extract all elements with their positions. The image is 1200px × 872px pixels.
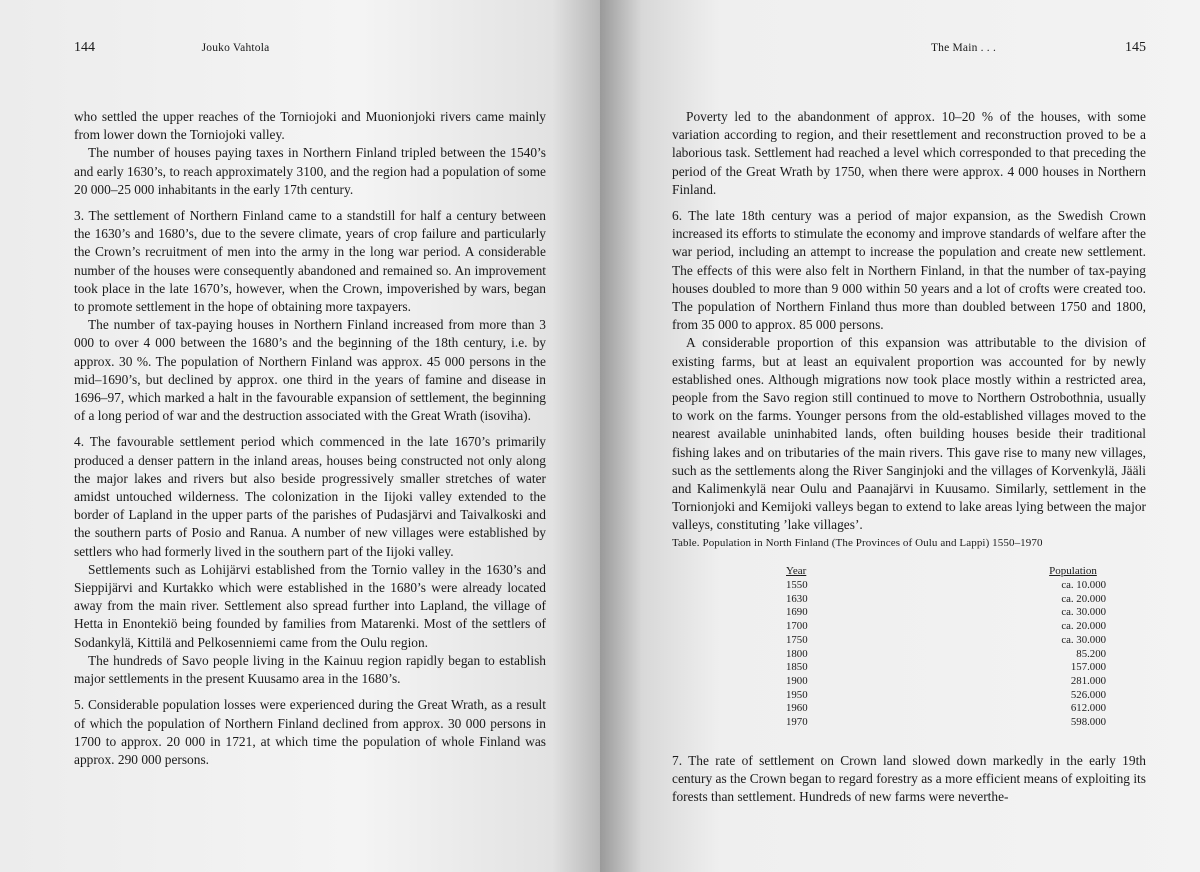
table-cell-year: 1750: [786, 633, 808, 646]
table-cell-population: ca. 30.000: [1061, 606, 1106, 619]
table-cell-population: 612.000: [1070, 702, 1106, 715]
table-cell-year: 1700: [786, 620, 808, 633]
table-cell-population: ca. 20.000: [1061, 620, 1106, 633]
left-paragraph: who settled the upper reaches of the Torniojoki and Muonionjoki rivers came mainly from lower down the Torniojoki valley.: [74, 109, 546, 143]
right-running-title: The Main . . .: [930, 42, 997, 54]
table-cell-year: 1800: [786, 647, 808, 660]
year-column: [786, 565, 846, 730]
table-cell-population: 281.000: [1070, 674, 1106, 687]
table-cell-year: 1550: [786, 579, 808, 592]
right-page-number: 145: [1125, 40, 1146, 55]
table-cell-year: 1900: [786, 674, 808, 687]
left-paragraph: The number of tax-paying houses in Northern Finland increased from more than 3 000 to over 4 000 between the 1680’s and the beginning of the 18th century, i.e. by approx. 30 %. The population of Northern Finland was approx. 45 000 persons in the mid–1690’s, but declined by approx. one third in the years of famine and disease in 1696–97, which marked a halt in the favourable expansion of settlement, the beginning of a long period of war and the destruction associated with the Great Wrath (isoviha).: [74, 317, 546, 424]
left-paragraph: 5. Considerable population losses were experienced during the Great Wrath, as a result of which the population of Northern Finland declined from approx. 30 000 persons in 1700 to approx. 20 000 in 1721, at which time the population of whole Finland was approx. 290 000 persons.: [74, 697, 546, 767]
table-cell-year: 1970: [786, 715, 808, 728]
table-cell-population: 598.000: [1070, 715, 1106, 728]
left-paragraph: 4. The favourable settlement period which commenced in the late 1670’s primarily produced a denser pattern in the inland areas, houses being constructed not only along the major lakes and rivers but also beside progressively smaller stretches of water amidst untouched wilderness. The colonization in the Iijoki valley extended to the border of Lapland in the upper parts of the parishes of Pudasjärvi and Taivalkoski and the southern parts of Posio and Ranua. A number of new villages were established by settlers who had formerly lived in the southern part of the Iijoki valley.: [74, 434, 546, 559]
table-cell-population: ca. 20.000: [1061, 592, 1106, 605]
right-paragraph: 6. The late 18th century was a period of major expansion, as the Swedish Crown increased its efforts to stimulate the economy and improve standards of welfare after the war period, including an attempt to increase the population and create new settlement. The effects of this were also felt in Northern Finland, in that the number of tax-paying houses doubled to more than 9 000 within 50 years and a lot of crofts were created too. The population of Northern Finland thus more than doubled between 1750 and 1800, from 35 000 to approx. 85 000 persons.: [672, 208, 1146, 333]
right-paragraph: Poverty led to the abandonment of approx. 10–20 % of the houses, with some variation according to region, and their resettlement and reconstruction proved to be a laborious task. Settlement had reached a level which corresponded to that preceding the period of the Great Wrath by 1750, when there were approx. 4 000 houses in Northern Finland.: [672, 109, 1146, 197]
right-page: [600, 0, 1200, 872]
left-paragraph: The number of houses paying taxes in Northern Finland tripled between the 1540’s and early 1630’s, to reach approximately 3100, and the region had a population of some 20 000–25 000 inhabitants in the early 17th century.: [74, 145, 546, 197]
right-paragraph: A considerable proportion of this expansion was attributable to the division of existing farms, but at least an equivalent proportion was accounted for by newly established ones. Although migrations now took place mostly within a restricted area, people from the Savo region still continued to move to Northern Ostrobothnia, usually to work on the farms. Younger persons from the old-established villages moved to the nearest available uninhabited lands, often building houses beside their traditional fishing lakes and on tributaries of the main rivers. This gave rise to many new villages, such as the settlements along the River Sanginjoki and the villages of Korvenkylä, Jääli and Kalimenkylä near Oulu and Paanajärvi in Kuusamo. Similarly, settlement in the Tornionjoki and Kemijoki valleys began to extend to lake areas lying between the major valleys, constituting ’lake villages’.: [672, 335, 1146, 533]
table-cell-year: 1850: [786, 661, 808, 674]
left-running-head: [74, 40, 546, 62]
right-paragraph-closing: 7. The rate of settlement on Crown land slowed down markedly in the early 19th century as the Crown began to regard forestry as a more efficient means of exploiting its forests than settlement. Hundreds of new farms were neverthe-: [672, 752, 1146, 805]
population-table: [672, 565, 1146, 730]
right-running-head: [672, 40, 1146, 62]
left-running-title: Jouko Vahtola: [201, 42, 270, 54]
table-cell-year: 1690: [786, 606, 808, 619]
year-column-header: Year: [786, 564, 807, 577]
table-cell-year: 1960: [786, 702, 808, 715]
population-column: [1046, 565, 1106, 730]
left-paragraph: The hundreds of Savo people living in the Kainuu region rapidly began to establish major settlements in the present Kuusamo area in the 1680’s.: [74, 652, 546, 687]
left-page-number: 144: [74, 40, 95, 55]
table-cell-population: 85.200: [1076, 647, 1106, 660]
population-column-header: Population: [1049, 564, 1097, 577]
table-cell-population: 526.000: [1070, 688, 1106, 701]
table-cell-population: 157.000: [1070, 661, 1106, 674]
table-cell-population: ca. 10.000: [1061, 579, 1106, 592]
left-paragraph: 3. The settlement of Northern Finland came to a standstill for half a century between the 1630’s and 1680’s, due to the severe climate, years of crop failure and particularly the Crown’s recruitment of men into the army in the long war period. A considerable number of the houses were consequently abandoned and remained so. An improvement took place in the late 1670’s, however, when the Crown, impoverished by wars, began to promote settlement in the hope of obtaining more taxpayers.: [74, 208, 546, 315]
left-paragraph: Settlements such as Lohijärvi established from the Tornio valley in the 1630’s and Sieppijärvi and Kurtakko which were established in the 1680’s were already located away from the main river. Settlement also spread further into Lapland, the village of Hetta in Enontekiö being founded by families from Matarenki. Most of the settlers of Sodankylä, Kittilä and Pelkosenniemi came from the Oulu region.: [74, 561, 546, 650]
table-cell-year: 1950: [786, 688, 808, 701]
table-cell-year: 1630: [786, 592, 808, 605]
table-caption: Table. Population in North Finland (The Provinces of Oulu and Lappi) 1550–1970: [672, 536, 1043, 549]
table-cell-population: ca. 30.000: [1061, 633, 1106, 646]
